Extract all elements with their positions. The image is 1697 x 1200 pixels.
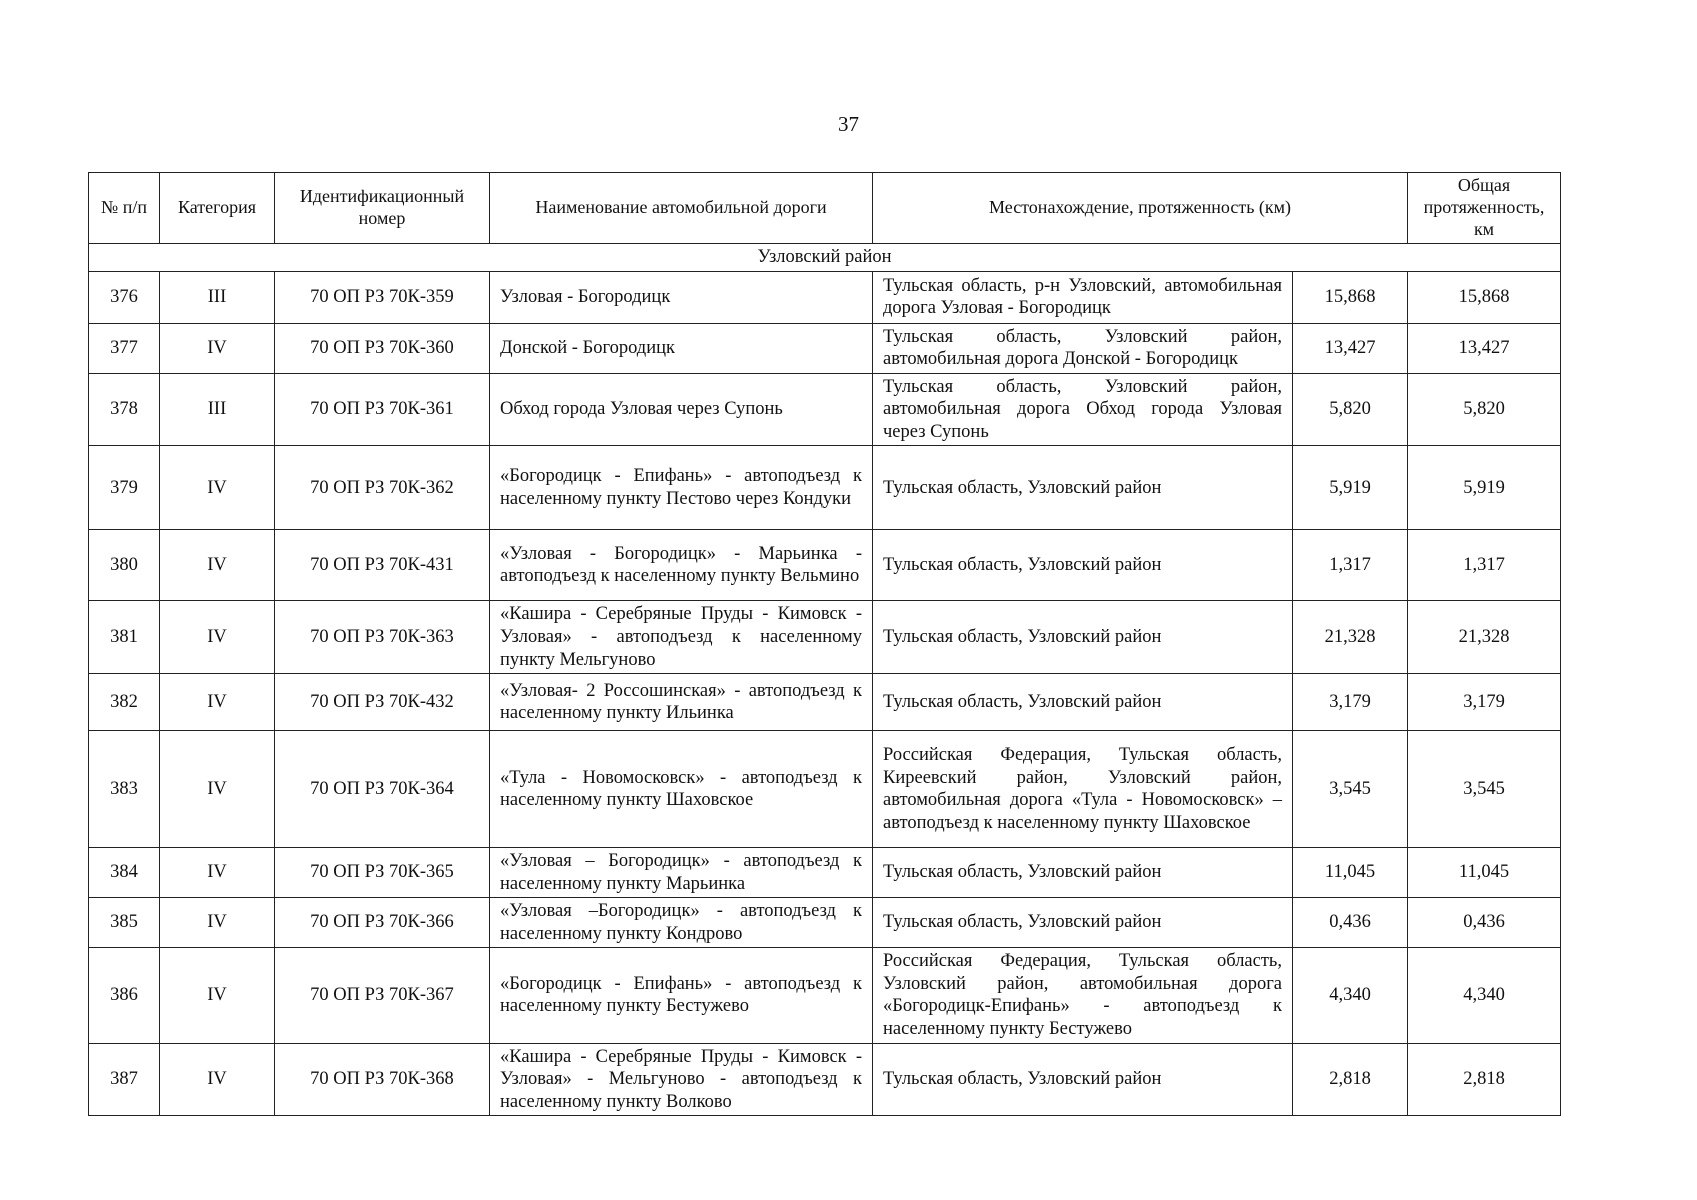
cell-category: IV xyxy=(160,848,275,898)
cell-total: 4,340 xyxy=(1408,948,1561,1043)
table-row xyxy=(89,898,1561,948)
cell-category: IV xyxy=(160,530,275,601)
cell-length: 4,340 xyxy=(1293,948,1408,1043)
cell-total: 13,427 xyxy=(1408,323,1561,373)
cell-category: IV xyxy=(160,323,275,373)
cell-location: Тульская область, Узловский район xyxy=(873,601,1293,674)
cell-num: 377 xyxy=(89,323,160,373)
cell-location: Тульская область, Узловский район xyxy=(873,848,1293,898)
cell-category: IV xyxy=(160,1043,275,1116)
cell-num: 381 xyxy=(89,601,160,674)
cell-total: 15,868 xyxy=(1408,271,1561,323)
table-row xyxy=(89,446,1561,530)
table-row xyxy=(89,530,1561,601)
cell-location: Российская Федерация, Тульская область, Узловский район, автомобильная дорога «Богородицк-Епифань» - автоподъезд к населенному пункту Бестужево xyxy=(873,948,1293,1043)
cell-total: 5,820 xyxy=(1408,373,1561,446)
cell-road-name: «Кашира - Серебряные Пруды - Кимовск - Узловая» - автоподъезд к населенному пункту Мельгуново xyxy=(490,601,873,674)
cell-num: 386 xyxy=(89,948,160,1043)
cell-category: IV xyxy=(160,674,275,731)
header-name: Наименование автомобильной дороги xyxy=(490,173,873,244)
table-row xyxy=(89,323,1561,373)
cell-category: IV xyxy=(160,898,275,948)
cell-num: 379 xyxy=(89,446,160,530)
cell-num: 382 xyxy=(89,674,160,731)
cell-total: 3,545 xyxy=(1408,731,1561,848)
table-row xyxy=(89,948,1561,1043)
cell-road-name: Донской - Богородицк xyxy=(490,323,873,373)
cell-road-name: Узловая - Богородицк xyxy=(490,271,873,323)
table-row xyxy=(89,731,1561,848)
cell-length: 2,818 xyxy=(1293,1043,1408,1116)
cell-category: III xyxy=(160,373,275,446)
header-id: Идентификационный номер xyxy=(275,173,490,244)
cell-num: 378 xyxy=(89,373,160,446)
cell-total: 3,179 xyxy=(1408,674,1561,731)
cell-road-name: «Узловая –Богородицк» - автоподъезд к населенному пункту Кондрово xyxy=(490,898,873,948)
table-row xyxy=(89,848,1561,898)
table-row xyxy=(89,601,1561,674)
table-row xyxy=(89,674,1561,731)
cell-id: 70 ОП РЗ 70К-359 xyxy=(275,271,490,323)
cell-category: IV xyxy=(160,948,275,1043)
roads-table xyxy=(88,172,1561,1116)
cell-road-name: «Узловая- 2 Россошинская» - автоподъезд к населенному пункту Ильинка xyxy=(490,674,873,731)
cell-location: Тульская область, р-н Узловский, автомобильная дорога Узловая - Богородицк xyxy=(873,271,1293,323)
cell-length: 3,545 xyxy=(1293,731,1408,848)
header-row xyxy=(89,173,1561,244)
cell-location: Тульская область, Узловский район xyxy=(873,446,1293,530)
cell-road-name: «Узловая – Богородицк» - автоподъезд к населенному пункту Марьинка xyxy=(490,848,873,898)
cell-num: 384 xyxy=(89,848,160,898)
cell-num: 387 xyxy=(89,1043,160,1116)
cell-num: 383 xyxy=(89,731,160,848)
cell-num: 376 xyxy=(89,271,160,323)
cell-length: 15,868 xyxy=(1293,271,1408,323)
cell-id: 70 ОП РЗ 70К-365 xyxy=(275,848,490,898)
cell-id: 70 ОП РЗ 70К-368 xyxy=(275,1043,490,1116)
cell-length: 5,820 xyxy=(1293,373,1408,446)
cell-total: 0,436 xyxy=(1408,898,1561,948)
cell-location: Тульская область, Узловский район xyxy=(873,674,1293,731)
cell-road-name: «Богородицк - Епифань» - автоподъезд к населенному пункту Пестово через Кондуки xyxy=(490,446,873,530)
cell-location: Тульская область, Узловский район, автомобильная дорога Обход города Узловая через Супонь xyxy=(873,373,1293,446)
cell-id: 70 ОП РЗ 70К-363 xyxy=(275,601,490,674)
cell-location: Российская Федерация, Тульская область, Киреевский район, Узловский район, автомобильная дорога «Тула - Новомосковск» – автоподъезд к населенному пункту Шаховское xyxy=(873,731,1293,848)
cell-num: 385 xyxy=(89,898,160,948)
header-total: Общая протяженность, км xyxy=(1408,173,1561,244)
cell-category: IV xyxy=(160,601,275,674)
cell-length: 1,317 xyxy=(1293,530,1408,601)
cell-length: 0,436 xyxy=(1293,898,1408,948)
cell-id: 70 ОП РЗ 70К-432 xyxy=(275,674,490,731)
cell-category: III xyxy=(160,271,275,323)
cell-location: Тульская область, Узловский район xyxy=(873,1043,1293,1116)
cell-id: 70 ОП РЗ 70К-431 xyxy=(275,530,490,601)
table-row xyxy=(89,271,1561,323)
cell-length: 21,328 xyxy=(1293,601,1408,674)
cell-length: 11,045 xyxy=(1293,848,1408,898)
page-number: 37 xyxy=(838,112,859,136)
cell-road-name: Обход города Узловая через Супонь xyxy=(490,373,873,446)
table-row xyxy=(89,1043,1561,1116)
cell-category: IV xyxy=(160,446,275,530)
cell-road-name: «Богородицк - Епифань» - автоподъезд к населенному пункту Бестужево xyxy=(490,948,873,1043)
cell-road-name: «Кашира - Серебряные Пруды - Кимовск - Узловая» - Мельгуново - автоподъезд к населенному пункту Волково xyxy=(490,1043,873,1116)
cell-id: 70 ОП РЗ 70К-360 xyxy=(275,323,490,373)
cell-length: 3,179 xyxy=(1293,674,1408,731)
cell-location: Тульская область, Узловский район xyxy=(873,530,1293,601)
cell-length: 5,919 xyxy=(1293,446,1408,530)
section-row xyxy=(89,244,1561,272)
cell-id: 70 ОП РЗ 70К-361 xyxy=(275,373,490,446)
cell-id: 70 ОП РЗ 70К-362 xyxy=(275,446,490,530)
cell-location: Тульская область, Узловский район, автомобильная дорога Донской - Богородицк xyxy=(873,323,1293,373)
header-location: Местонахождение, протяженность (км) xyxy=(873,173,1408,244)
cell-id: 70 ОП РЗ 70К-367 xyxy=(275,948,490,1043)
cell-total: 5,919 xyxy=(1408,446,1561,530)
cell-location: Тульская область, Узловский район xyxy=(873,898,1293,948)
cell-total: 21,328 xyxy=(1408,601,1561,674)
cell-category: IV xyxy=(160,731,275,848)
header-category: Категория xyxy=(160,173,275,244)
header-num: № п/п xyxy=(89,173,160,244)
cell-road-name: «Узловая - Богородицк» - Марьинка - автоподъезд к населенному пункту Вельмино xyxy=(490,530,873,601)
table-row xyxy=(89,373,1561,446)
cell-total: 2,818 xyxy=(1408,1043,1561,1116)
cell-road-name: «Тула - Новомосковск» - автоподъезд к населенному пункту Шаховское xyxy=(490,731,873,848)
cell-total: 11,045 xyxy=(1408,848,1561,898)
cell-num: 380 xyxy=(89,530,160,601)
cell-id: 70 ОП РЗ 70К-364 xyxy=(275,731,490,848)
cell-length: 13,427 xyxy=(1293,323,1408,373)
cell-total: 1,317 xyxy=(1408,530,1561,601)
section-title: Узловский район xyxy=(89,244,1561,272)
cell-id: 70 ОП РЗ 70К-366 xyxy=(275,898,490,948)
